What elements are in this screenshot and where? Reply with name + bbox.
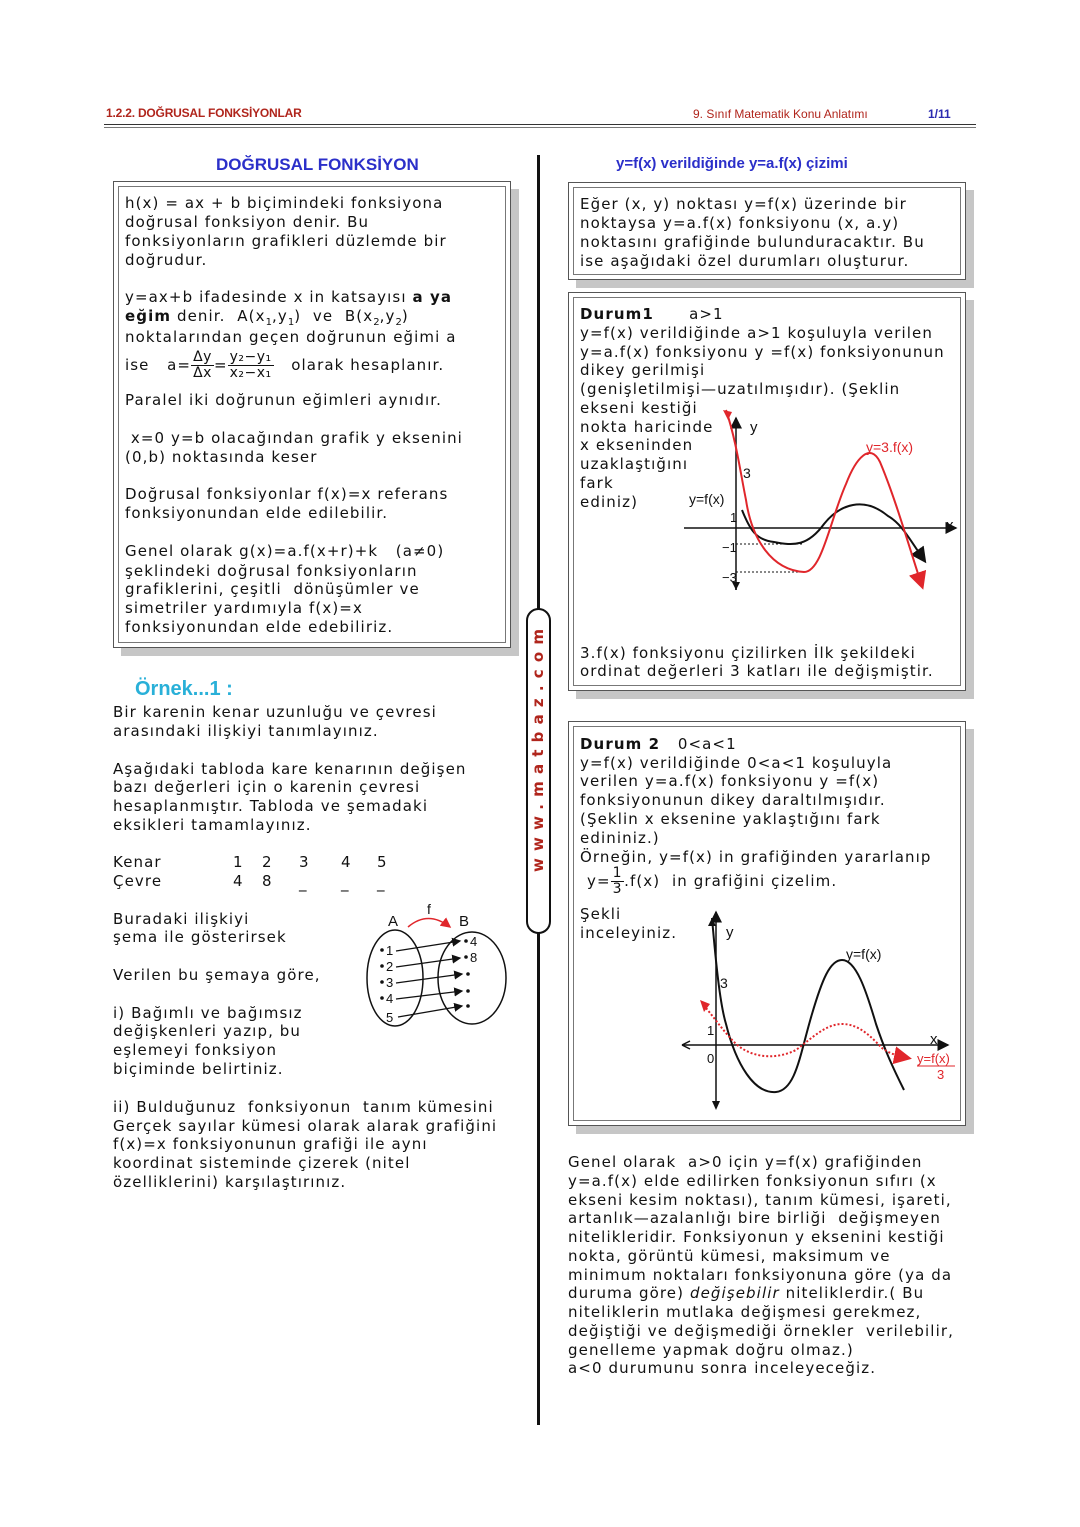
case1-side-l1: ekseni kestiği: [580, 399, 698, 417]
def-p2-l2: eğim denir. $A(x_1,y_1)$ ve $B(x_2,y_2)$: [125, 307, 409, 328]
case1-tick-m1: −1: [722, 540, 737, 555]
case1-f-curve: [742, 504, 924, 560]
case1-g-label: y=3.f(x): [866, 439, 914, 455]
case1-tick-1: 1: [730, 510, 738, 525]
cevre-5: _: [377, 874, 386, 892]
case2-g-label-den: 3: [937, 1067, 945, 1082]
cevre-1: 4: [233, 872, 244, 890]
ex-q6-l5: özelliklerini) karşılaştırınız.: [113, 1173, 347, 1191]
case2-tick-3: 3: [720, 975, 728, 991]
ex-q6-l3: f(x)=x fonksiyonunun grafiği ile aynı: [113, 1135, 428, 1153]
def-p6-l5: fonksiyonundan elde edebiliriz.: [125, 618, 394, 636]
intro-l2: noktaysa y=a.f(x) fonksiyonu (x, a.y): [580, 214, 900, 232]
case1-l3: dikey gerilmişi: [580, 361, 706, 379]
ex-q4: Verilen bu şemaya göre,: [113, 966, 321, 984]
case2-x-label: x: [930, 1031, 938, 1048]
kenar-5: 5: [377, 853, 388, 871]
header-rule: [104, 124, 976, 125]
set-b-label: B: [459, 913, 470, 930]
def-p2-l3: noktalarından geçen doğrunun eğimi a: [125, 328, 457, 346]
kenar-2: 2: [262, 853, 273, 871]
summary-l6: nokta, görüntü kümesi, maksimum ve: [568, 1247, 891, 1265]
f-arrow: [408, 919, 450, 928]
def-p6-l4: simetriler yardımıyla f(x)=x: [125, 599, 363, 617]
def-p1-l3: fonksiyonların grafikleri düzlemde bir: [125, 232, 447, 250]
summary-l2: y=a.f(x) elde edilirken fonksiyonun sıfırı (x: [568, 1172, 937, 1190]
a-elem-1: 1: [386, 943, 394, 958]
case2-graph: [676, 904, 964, 1114]
summary-l1: Genel olarak a>0 için y=f(x) grafiğinden: [568, 1153, 923, 1171]
case2-y-label: y: [726, 924, 734, 941]
case1-side-l4: uzaklaştığını: [580, 455, 689, 473]
set-a-label: A: [388, 913, 399, 930]
site-watermark: www.matbaz.com: [529, 621, 547, 872]
summary-l11: genelleme yapmak doğru olmaz.): [568, 1341, 854, 1359]
table-cevre-label: Çevre: [113, 872, 163, 890]
summary-l7: minimum noktaları fonksiyonuna göre (ya da: [568, 1266, 953, 1284]
ex-q3-l1: Buradaki ilişkiyi: [113, 910, 250, 928]
case1-f-label: y=f(x): [689, 491, 725, 507]
summary-l4: artanlık—azalanlığı bire birliği değişmeyen: [568, 1209, 941, 1227]
case1-side-l3: x ekseninden: [580, 436, 694, 454]
example-title: Örnek...1 :: [135, 678, 233, 700]
set-a-ellipse: [367, 930, 423, 1026]
def-p6-l2: şeklindeki doğrusal fonksiyonların: [125, 562, 418, 580]
case2-formula: y= $\frac{1}{3}$ .f(x) in grafiğini çizelim.: [587, 865, 838, 897]
cevre-2: 8: [262, 872, 273, 890]
case2-tick-1: 1: [707, 1023, 715, 1038]
ex-q6-l2: Gerçek sayılar kümesi olarak alarak grafiğini: [113, 1117, 498, 1135]
case1-tick-3: 3: [743, 465, 751, 481]
kenar-4: 4: [341, 853, 352, 871]
ex-q5-l1: i) Bağımlı ve bağımsız: [113, 1004, 303, 1022]
case1-heading: Durum1 a>1: [580, 305, 724, 323]
cevre-4: _: [341, 874, 350, 892]
ex-q2-l2: bazı değerleri için o karenin çevresi: [113, 778, 421, 796]
a-elem-2: 2: [386, 959, 394, 974]
def-p1-l2: doğrusal fonksiyon denir. Bu: [125, 213, 370, 231]
def-p6-l3: grafiklerini, çeşitli dönüşümler ve: [125, 580, 420, 598]
def-p4-l2: (0,b) noktasında keser: [125, 448, 318, 466]
case2-l1: y=f(x) verildiğinde 0<a<1 koşuluyla: [580, 754, 893, 772]
table-kenar-label: Kenar: [113, 853, 162, 871]
case2-f-curve: [712, 918, 904, 1092]
header-rule-thin: [104, 127, 976, 128]
summary-l5: nitelikleridir. Fonksiyonun y eksenini kestiği: [568, 1228, 945, 1246]
summary-l12: a<0 durumunu sonra inceleyeceğiz.: [568, 1359, 877, 1377]
case1-y-label: y: [750, 419, 758, 436]
case1-side-l2: nokta haricinde: [580, 418, 714, 436]
def-p3: Paralel iki doğrunun eğimleri aynıdır.: [125, 391, 443, 409]
page-number: 1/11: [928, 107, 951, 121]
slope-formula: ise a= $\frac{\Delta y}{\Delta x}$ = $\frac{\text{y₂−y₁}}{\text{x₂−x₁}}$ olarak hesaplanır.: [125, 349, 445, 381]
summary-l3: ekseni kesim noktası), tanım kümesi, işareti,: [568, 1191, 952, 1209]
case2-heading: Durum 2 0<a<1: [580, 735, 737, 753]
case2-l5: edininiz.): [580, 829, 660, 847]
subject-title: 9. Sınıf Matematik Konu Anlatımı: [693, 107, 868, 121]
summary-l8: duruma göre) değişebilir niteliklerdir.( Bu: [568, 1284, 925, 1302]
case1-note-l2: ordinat değerleri 3 katları ile değişmiştir.: [580, 662, 934, 680]
b-elem-4: 4: [470, 934, 478, 949]
def-p6-l1: Genel olarak g(x)=a.f(x+r)+k (a≠0): [125, 542, 445, 560]
case2-tick-0: 0: [707, 1051, 715, 1066]
def-p5-l2: fonksiyonundan elde edilebilir.: [125, 504, 389, 522]
ex-q6-l4: koordinat sisteminde çizerek (nitel: [113, 1154, 411, 1172]
f-label: f: [427, 901, 431, 917]
case1-l2: y=a.f(x) fonksiyonu y =f(x) fonksiyonunun: [580, 343, 945, 361]
case2-l6: Örneğin, y=f(x) in grafiğinden yararlanıp: [580, 848, 932, 866]
case1-l1: y=f(x) verildiğinde a>1 koşuluyla verilen: [580, 324, 933, 342]
def-p2-l1: y=ax+b ifadesinde x in katsayısı a ya: [125, 288, 453, 306]
ex-q1-l1: Bir karenin kenar uzunluğu ve çevresi: [113, 703, 437, 721]
intro-l3: noktasını grafiğinde bulunduracaktır. Bu: [580, 233, 925, 251]
ex-q5-l3: eşlemeyi fonksiyon: [113, 1041, 278, 1059]
case2-l3: fonksiyonunun dikey daraltılmışıdır.: [580, 791, 886, 809]
ex-q5-l4: biçiminde belirtiniz.: [113, 1060, 284, 1078]
right-title: y=f(x) verildiğinde y=a.f(x) çizimi: [616, 155, 848, 172]
case2-side-l1: Şekli: [580, 905, 622, 923]
ex-q1-l2: arasındaki ilişkiyi tanımlayınız.: [113, 722, 379, 740]
case2-side-l2: inceleyiniz.: [580, 924, 678, 942]
intro-l1: Eğer (x, y) noktası y=f(x) üzerinde bir: [580, 195, 907, 213]
case2-l4: (Şeklin x eksenine yaklaştığını fark: [580, 810, 881, 828]
left-title: DOĞRUSAL FONKSİYON: [216, 155, 419, 174]
def-p5-l1: Doğrusal fonksiyonlar f(x)=x referans: [125, 485, 449, 503]
case1-side-l5: fark: [580, 474, 614, 492]
ex-q5-l2: değişkenleri yazıp, bu: [113, 1022, 302, 1040]
case2-g-label-num: y=f(x): [917, 1051, 950, 1066]
case2-l2: verilen y=a.f(x) fonksiyonu y =f(x): [580, 772, 880, 790]
a-elem-4: 4: [386, 991, 394, 1006]
def-p4-l1: x=0 y=b olacağından grafik y eksenini: [125, 429, 463, 447]
mapping-diagram: [360, 898, 520, 1034]
case1-l4: (genişletilmişi—uzatılmışıdır). (Şeklin: [580, 380, 901, 398]
case1-side-l6: ediniz): [580, 493, 639, 511]
section-title: 1.2.2. DOĞRUSAL FONKSİYONLAR: [106, 106, 302, 120]
ex-q2-l4: eksikleri tamamlayınız.: [113, 816, 312, 834]
intro-l4: ise aşağıdaki özel durumları oluşturur.: [580, 252, 910, 270]
ex-q2-l3: hesaplanmıştır. Tabloda ve şemadaki: [113, 797, 429, 815]
a-elem-3: 3: [386, 975, 394, 990]
b-elem-8: 8: [470, 950, 478, 965]
cevre-3: _: [299, 874, 308, 892]
ex-q6-l1: ii) Bulduğunuz fonksiyonun tanım kümesini: [113, 1098, 494, 1116]
case2-f-label: y=f(x): [846, 946, 882, 962]
summary-l10: değiştiği ve değişmediği örnekler verilebilir,: [568, 1322, 954, 1340]
case1-note-l1: 3.f(x) fonksiyonu çizilirken İlk şekildeki: [580, 644, 916, 662]
kenar-1: 1: [233, 853, 244, 871]
a-elem-5: 5: [386, 1010, 394, 1025]
def-p1-l4: doğrudur.: [125, 251, 208, 269]
ex-q2-l1: Aşağıdaki tabloda kare kenarının değişen: [113, 760, 467, 778]
ex-q3-l2: şema ile gösterirsek: [113, 928, 287, 946]
summary-l9: niteliklerin mutlaka değişmesi gerekmez,: [568, 1303, 922, 1321]
def-p1-l1: h(x) = ax + b biçimindeki fonksiyona: [125, 194, 444, 212]
case1-tick-m3: −3: [722, 570, 737, 585]
case1-graph: [684, 400, 964, 596]
case1-g-curve: [726, 410, 922, 586]
kenar-3: 3: [299, 853, 310, 871]
case1-x-label: x: [946, 517, 954, 534]
